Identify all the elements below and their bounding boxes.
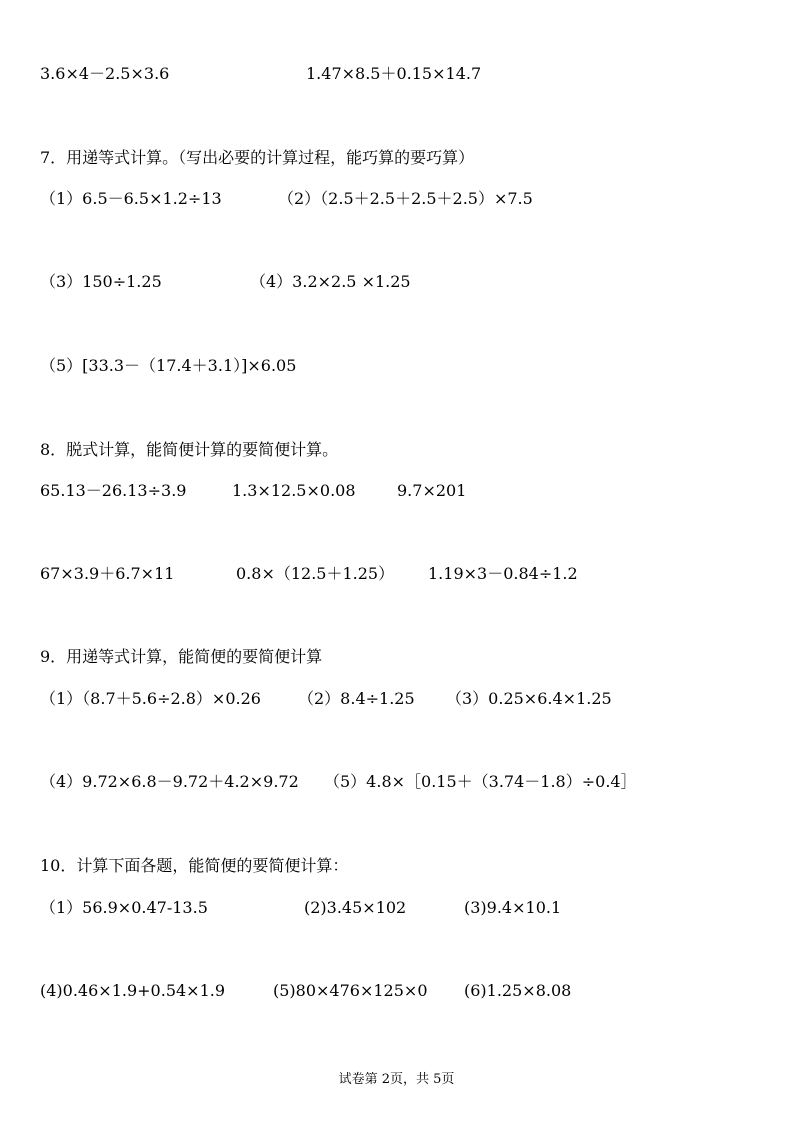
q9-item-1: （1）（8.7＋5.6÷2.8）×0.26 <box>40 689 261 708</box>
q9-item-2: （2）8.4÷1.25 <box>298 689 415 708</box>
q9-title: 9．用递等式计算，能简便的要简便计算 <box>40 647 323 666</box>
q10-item-6: (6)1.25×8.08 <box>464 981 572 1000</box>
q7-item-2: （2）（2.5＋2.5＋2.5＋2.5）×7.5 <box>278 189 533 208</box>
q7-item-3: （3）150÷1.25 <box>40 272 162 291</box>
q8-item-4: 67×3.9＋6.7×11 <box>40 564 175 583</box>
q9-item-5: （5）4.8×［0.15＋（3.74－1.8）÷0.4］ <box>324 772 637 791</box>
q10-item-1: （1）56.9×0.47-13.5 <box>40 898 208 917</box>
q9-item-3: （3）0.25×6.4×1.25 <box>446 689 612 708</box>
q8-item-2: 1.3×12.5×0.08 <box>232 481 356 500</box>
q8-item-6: 1.19×3－0.84÷1.2 <box>428 564 578 583</box>
q10-item-5: (5)80×476×125×0 <box>273 981 428 1000</box>
q10-item-3: (3)9.4×10.1 <box>464 898 562 917</box>
q7-title: 7．用递等式计算。（写出必要的计算过程，能巧算的要巧算） <box>40 148 475 167</box>
q8-item-1: 65.13－26.13÷3.9 <box>40 481 187 500</box>
q8-title: 8．脱式计算，能简便计算的要简便计算。 <box>40 440 339 459</box>
q7-item-5: （5）[33.3－（17.4＋3.1）]×6.05 <box>40 356 297 375</box>
q9-item-4: （4）9.72×6.8－9.72＋4.2×9.72 <box>40 772 299 791</box>
q10-item-2: (2)3.45×102 <box>304 898 407 917</box>
q8-item-5: 0.8×（12.5＋1.25） <box>236 564 395 583</box>
q8-item-3: 9.7×201 <box>397 481 467 500</box>
q7-item-1: （1）6.5－6.5×1.2÷13 <box>40 189 222 208</box>
q10-item-4: (4)0.46×1.9+0.54×1.9 <box>40 981 226 1000</box>
page-footer: 试卷第 2页，共 5页 <box>338 1072 455 1087</box>
expression-top-2: 1.47×8.5＋0.15×14.7 <box>306 64 482 83</box>
q10-title: 10．计算下面各题，能简便的要简便计算： <box>40 856 349 875</box>
q7-item-4: （4）3.2×2.5 ×1.25 <box>250 272 411 291</box>
expression-top-1: 3.6×4－2.5×3.6 <box>40 64 170 83</box>
